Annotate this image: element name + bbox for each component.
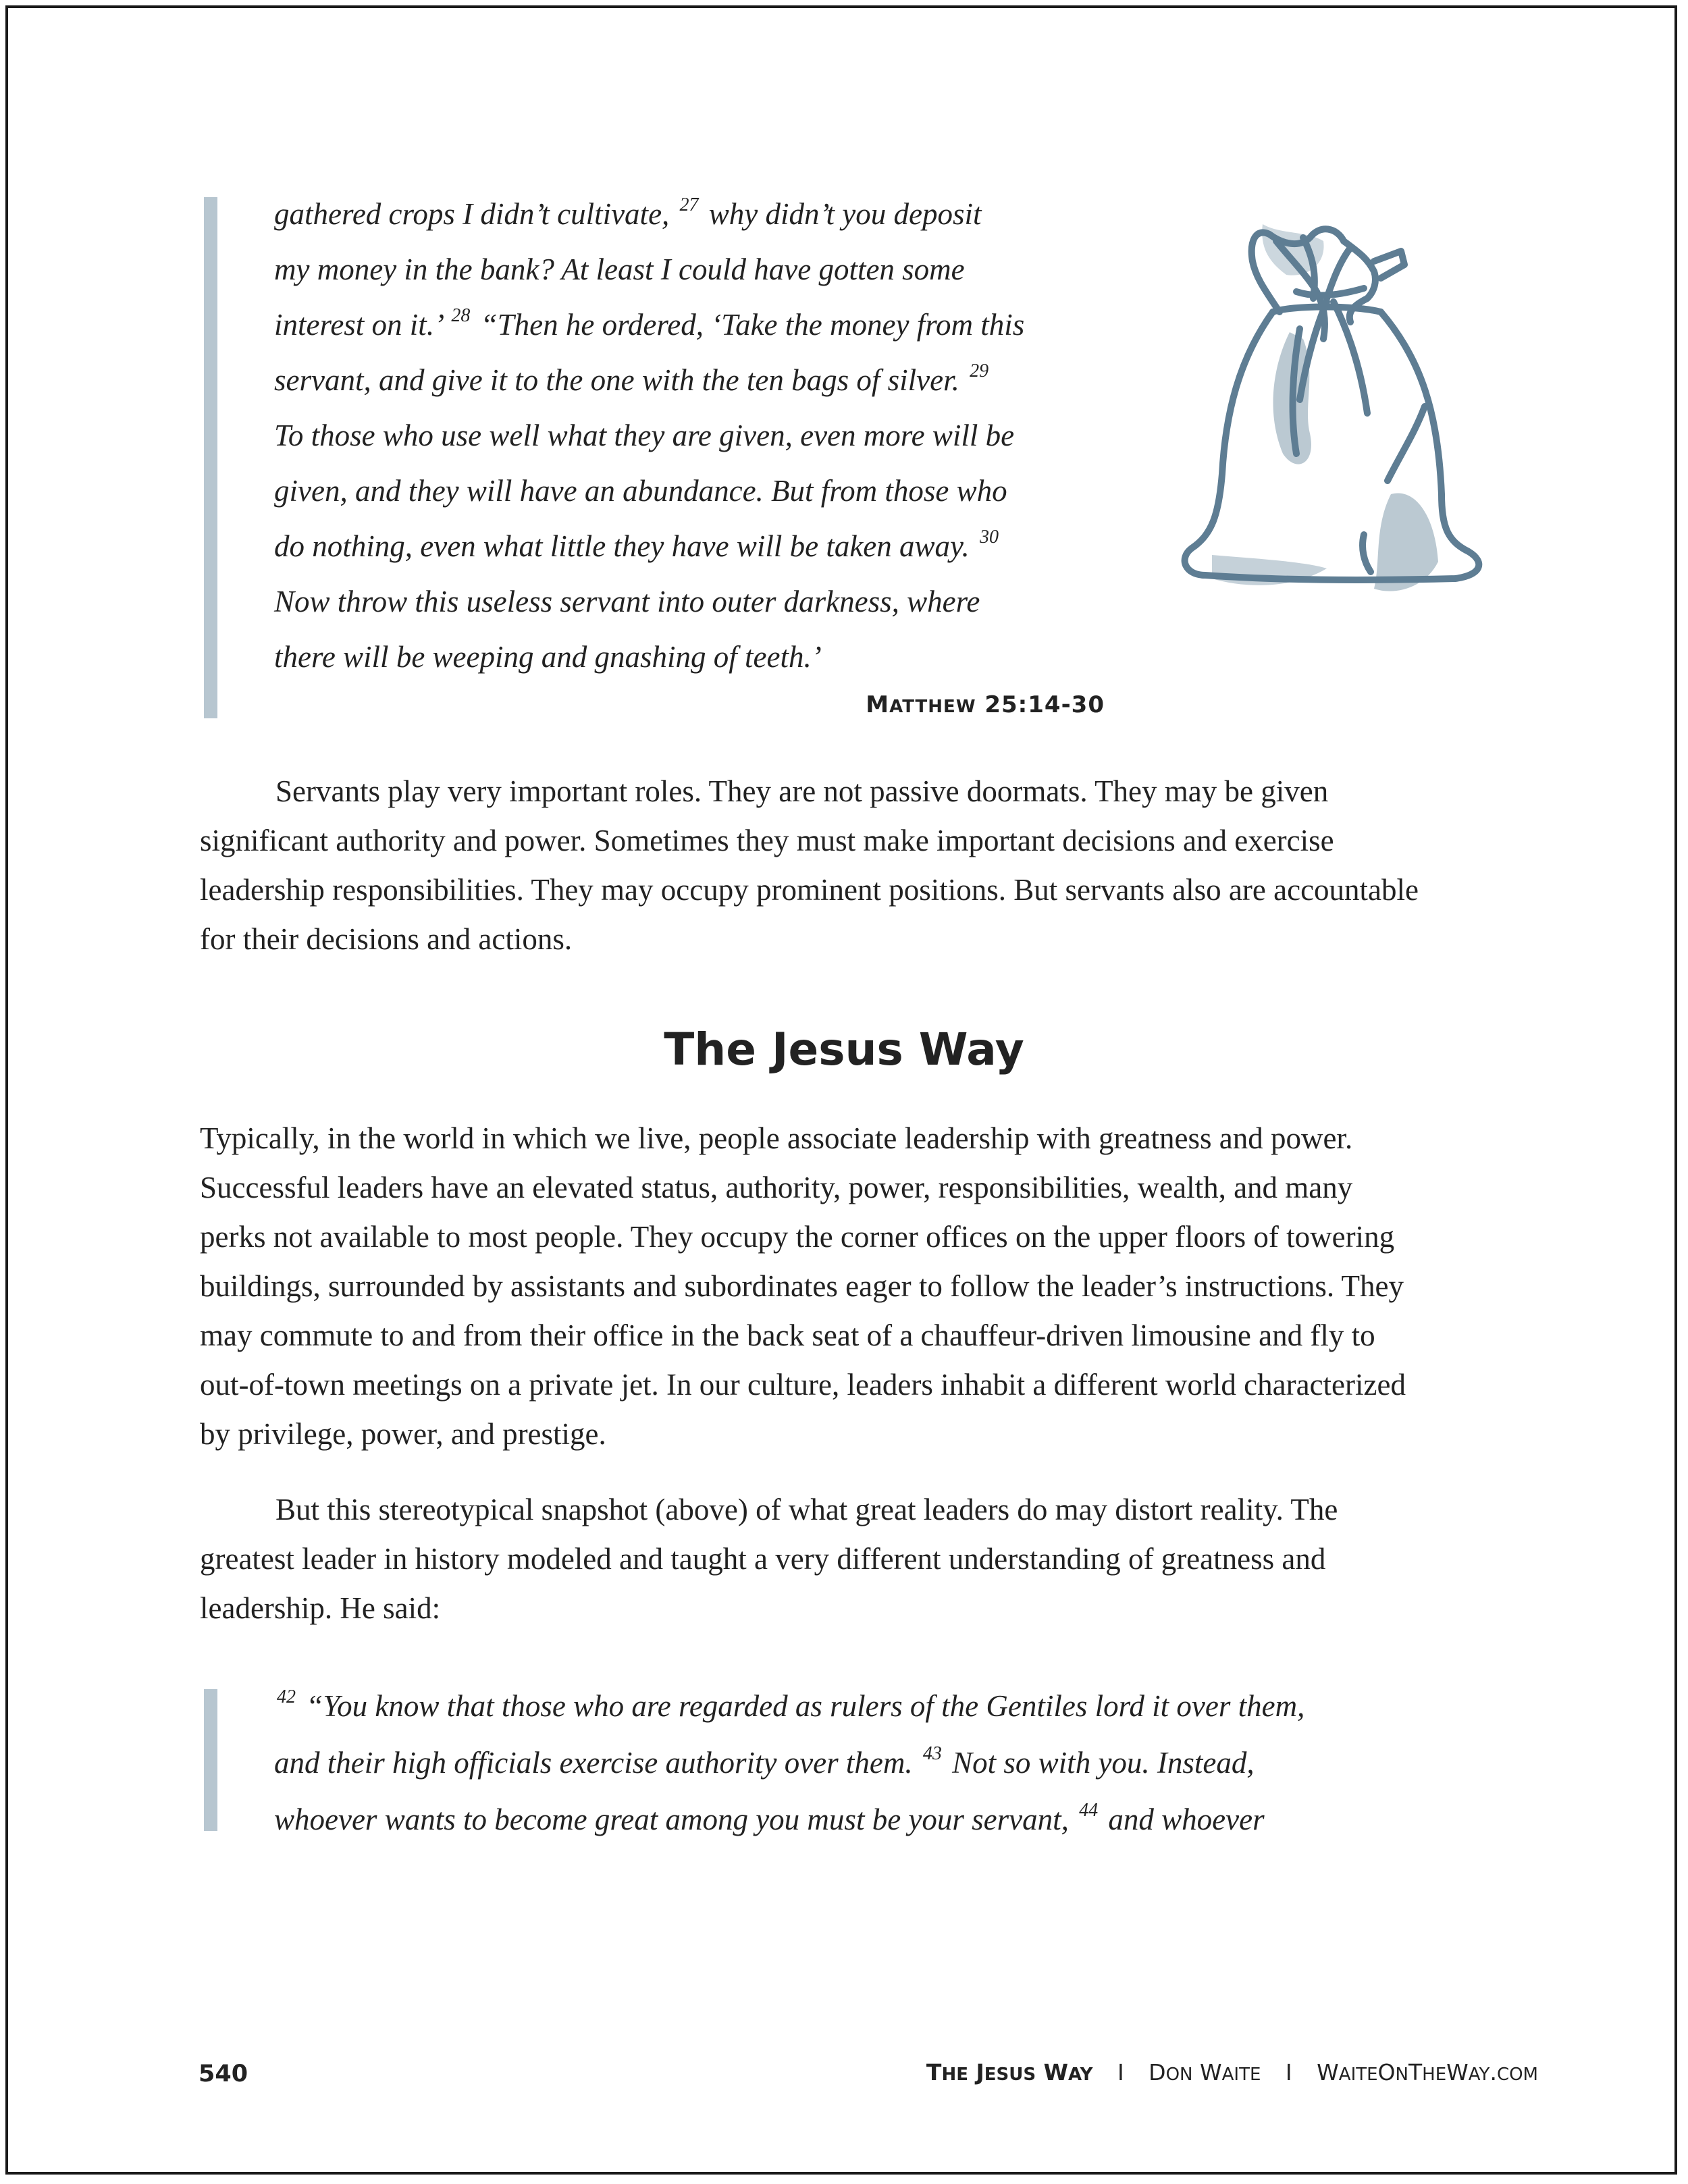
footer-separator: I (1285, 2059, 1292, 2085)
paragraph-line: for their decisions and actions. (200, 922, 573, 956)
quote-text: my money in the bank? At least I could have gotten some (274, 252, 965, 286)
verse-number: 42 (277, 1686, 296, 1708)
quote-text: why didn’t you deposit (701, 197, 982, 231)
quote-line (274, 629, 1138, 685)
quote-text: interest on it.’ (274, 308, 449, 342)
paragraph-line: perks not available to most people. They occupy the corner offices on the upper floors of towering (200, 1220, 1395, 1254)
quote-line (274, 408, 1138, 463)
quote-bar (204, 1689, 217, 1831)
quote-line (274, 352, 1138, 408)
quote-text: given, and they will have an abundance. But from those who (274, 474, 1007, 508)
verse-number: 27 (679, 194, 699, 216)
quote-citation: MATTHEW 25:14-30 (866, 691, 1105, 718)
book-title: THE JESUS WAY (926, 2059, 1093, 2085)
page-number: 540 (199, 2060, 248, 2087)
quote-text: Now throw this useless servant into outer darkness, where (274, 585, 980, 618)
body-paragraph (200, 767, 1544, 964)
paragraph-line: out-of-town meetings on a private jet. In our culture, leaders inhabit a different world characterized (200, 1368, 1406, 1402)
paragraph-line: may commute to and from their office in the back seat of a chauffeur-driven limousine and fly to (200, 1319, 1375, 1352)
quote-line (274, 242, 1138, 297)
verse-number: 30 (980, 527, 999, 548)
running-footer (926, 2059, 1538, 2085)
paragraph-line: Typically, in the world in which we live, people associate leadership with greatness and power. (200, 1121, 1353, 1155)
quote-line (274, 1734, 1557, 1791)
quote-text: Not so with you. Instead, (944, 1746, 1255, 1780)
paragraph-line: leadership. He said: (200, 1591, 441, 1625)
money-bag-outline (1185, 229, 1479, 580)
verse-number: 28 (451, 305, 471, 327)
quote-text: “Then he ordered, ‘Take the money from this (473, 308, 1025, 342)
quote-line (274, 1791, 1557, 1848)
quote-text: “You know that those who are regarded as rulers of the Gentiles lord it over them, (298, 1689, 1305, 1723)
scripture-quote (274, 1678, 1557, 1848)
quote-text: servant, and give it to the one with the ten bags of silver. (274, 363, 968, 397)
quote-line (274, 1678, 1557, 1734)
paragraph-line: by privilege, power, and prestige. (200, 1417, 606, 1451)
paragraph-line: Servants play very important roles. They are not passive doormats. They may be given (275, 774, 1329, 808)
paragraph-line: greatest leader in history modeled and taught a very different understanding of greatness and (200, 1542, 1326, 1576)
website-link[interactable]: WAITEONTHEWAY.COM (1317, 2059, 1538, 2085)
quote-line (274, 297, 1138, 352)
quote-text: To those who use well what they are given, even more will be (274, 419, 1015, 452)
paragraph-line: Successful leaders have an elevated status, authority, power, responsibilities, wealth, and many (200, 1171, 1353, 1204)
verse-number: 29 (970, 361, 989, 382)
quote-text: gathered crops I didn’t cultivate, (274, 197, 677, 231)
quote-line (274, 463, 1138, 518)
quote-text: there will be weeping and gnashing of teeth.’ (274, 640, 822, 674)
quote-text: and their high officials exercise authority over them. (274, 1746, 920, 1780)
quote-bar (204, 197, 217, 718)
quote-text: and whoever (1101, 1803, 1265, 1836)
quote-line (274, 518, 1138, 574)
footer-separator: I (1117, 2059, 1124, 2085)
verse-number: 43 (922, 1743, 942, 1765)
verse-number: 44 (1079, 1800, 1099, 1821)
body-paragraph (200, 1485, 1544, 1633)
quote-text: do nothing, even what little they have will be taken away. (274, 529, 978, 563)
body-paragraph (200, 1114, 1544, 1459)
quote-line (274, 574, 1138, 629)
section-heading: The Jesus Way (664, 1023, 1024, 1075)
paragraph-line: buildings, surrounded by assistants and subordinates eager to follow the leader’s instructions. They (200, 1269, 1404, 1303)
money-bag-shading (1212, 224, 1438, 591)
author-name: DON WAITE (1149, 2059, 1261, 2085)
quote-line (274, 186, 1138, 242)
scripture-quote (274, 186, 1138, 685)
paragraph-line: leadership responsibilities. They may occupy prominent positions. But servants also are accountable (200, 873, 1419, 907)
quote-text: whoever wants to become great among you must be your servant, (274, 1803, 1077, 1836)
paragraph-line: But this stereotypical snapshot (above) of what great leaders do may distort reality. The (275, 1493, 1338, 1526)
money-bag-icon (1171, 211, 1492, 629)
paragraph-line: significant authority and power. Sometimes they must make important decisions and exercise (200, 824, 1334, 857)
